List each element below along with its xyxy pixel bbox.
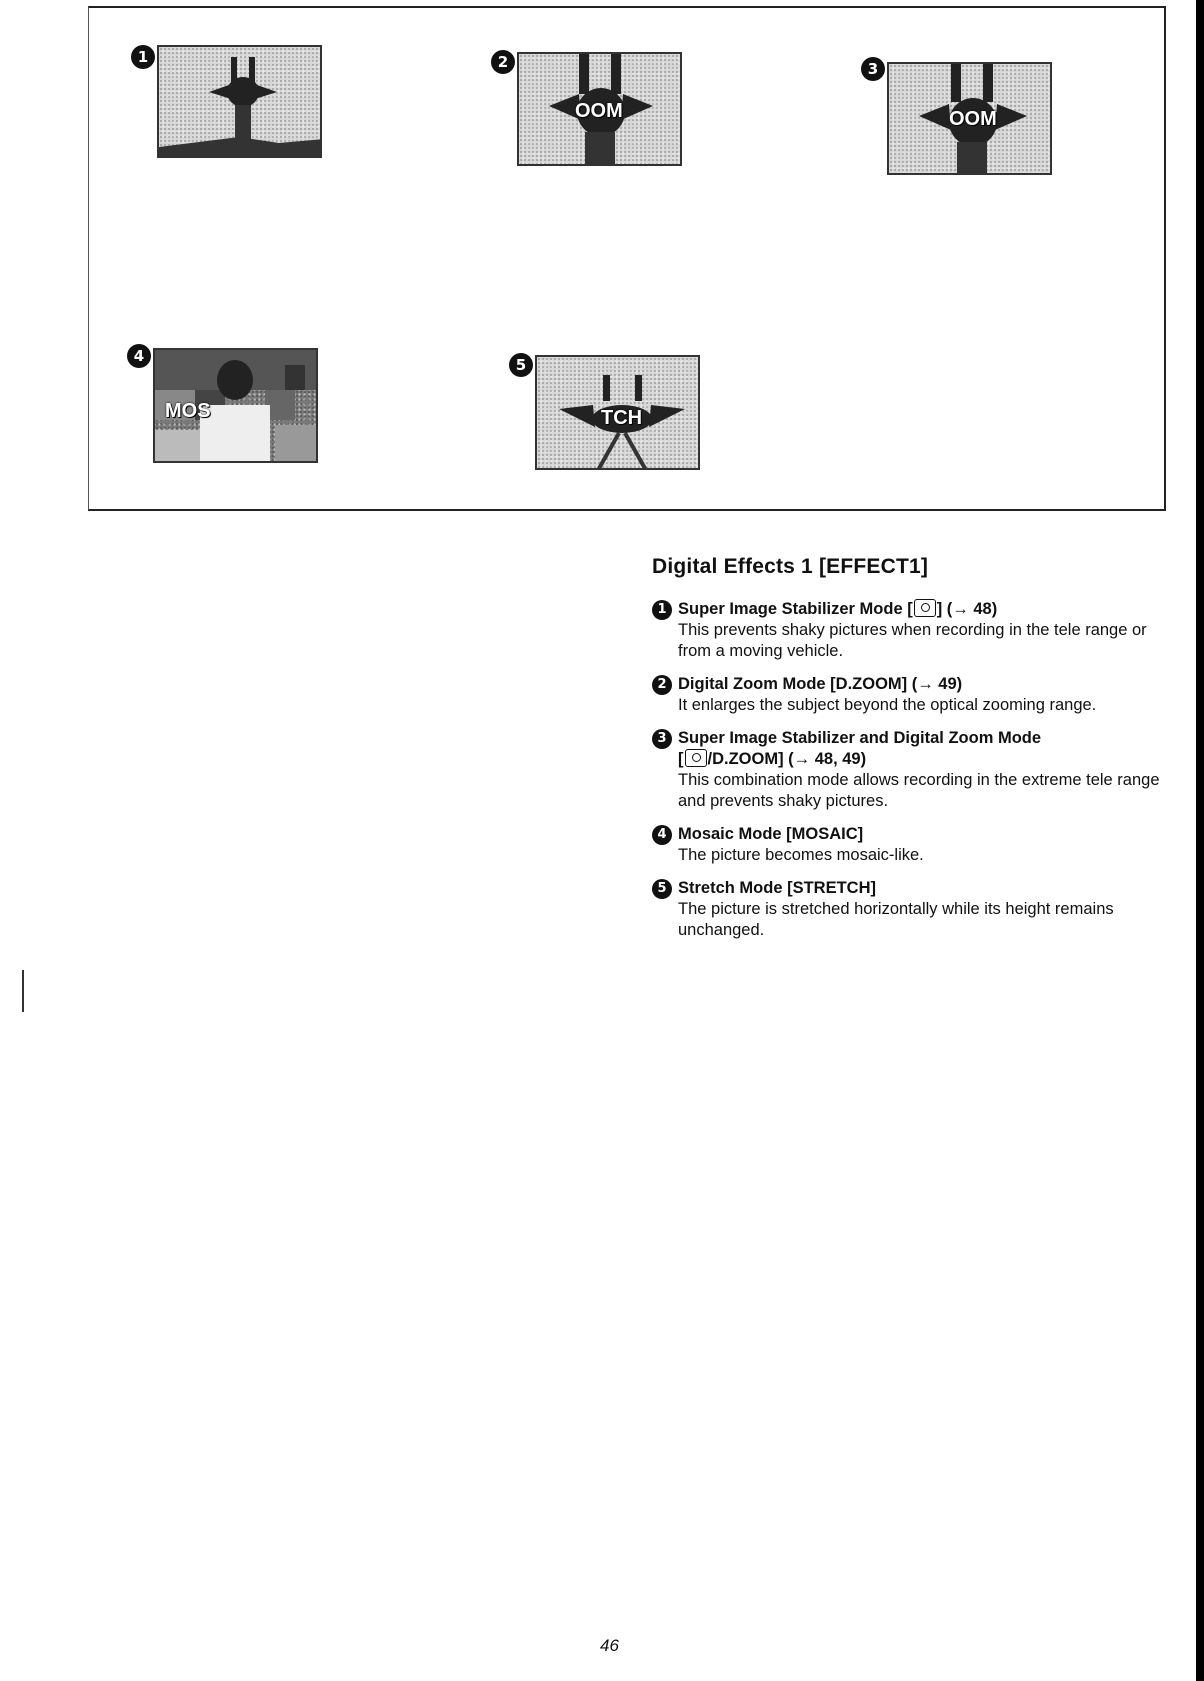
- shot-1-image: [157, 45, 322, 158]
- item-number: 4: [652, 825, 672, 845]
- item-title: Digital Zoom Mode [D.ZOOM] (→ 49): [678, 675, 963, 693]
- list-item-1: [652, 599, 1162, 662]
- scan-mark: [22, 970, 24, 1012]
- item-title-line1: Super Image Stabilizer and Digital Zoom Mode: [678, 729, 1042, 747]
- item-title-text: [: [678, 750, 684, 768]
- shot-2-image: [517, 52, 682, 166]
- list-item-3: [652, 728, 1162, 812]
- badge-2: 2: [491, 50, 515, 74]
- figure-silhouette: [159, 47, 322, 158]
- item-description: The picture is stretched horizontally while its height remains unchanged.: [678, 900, 1114, 939]
- page-edge-bar: [1196, 0, 1204, 1681]
- item-title-ref: ] (→ 48): [936, 600, 998, 618]
- figure-box: [88, 6, 1166, 511]
- osd-text: OOM: [949, 108, 997, 130]
- digital-effects-section: [652, 555, 1162, 953]
- item-description: The picture becomes mosaic-like.: [678, 846, 924, 864]
- item-title: Mosaic Mode [MOSAIC]: [678, 825, 864, 843]
- shot-3-image: [887, 62, 1052, 175]
- item-title-line2: [678, 749, 1162, 770]
- item-title-text: Super Image Stabilizer Mode [: [678, 600, 913, 618]
- osd-text: TCH: [601, 407, 643, 429]
- badge-1: 1: [131, 45, 155, 69]
- item-number: 1: [652, 600, 672, 620]
- osd-text: OOM: [575, 100, 623, 122]
- page-number: 46: [600, 1636, 619, 1655]
- badge-5: 5: [509, 353, 533, 377]
- badge-3: 3: [861, 57, 885, 81]
- list-item-4: [652, 824, 1162, 866]
- item-description: This combination mode allows recording in the extreme tele range and prevents shaky pictures.: [678, 771, 1160, 810]
- item-number: 5: [652, 879, 672, 899]
- stabilizer-icon: [914, 599, 936, 617]
- item-title-ref: /D.ZOOM] (→ 48, 49): [707, 750, 867, 768]
- shot-5-image: [535, 355, 700, 470]
- section-heading: Digital Effects 1 [EFFECT1]: [652, 555, 929, 578]
- list-item-2: [652, 674, 1162, 716]
- item-number: 2: [652, 675, 672, 695]
- badge-4: 4: [127, 344, 151, 368]
- item-description: It enlarges the subject beyond the optical zooming range.: [678, 696, 1097, 714]
- shot-4-image: [153, 348, 318, 463]
- item-number: 3: [652, 729, 672, 749]
- stabilizer-icon: [685, 749, 707, 767]
- list-item-5: [652, 878, 1162, 941]
- item-title: [678, 599, 1162, 620]
- item-title: Stretch Mode [STRETCH]: [678, 879, 876, 897]
- osd-text: MOS: [165, 400, 211, 422]
- item-description: This prevents shaky pictures when recording in the tele range or from a moving vehicle.: [678, 621, 1147, 660]
